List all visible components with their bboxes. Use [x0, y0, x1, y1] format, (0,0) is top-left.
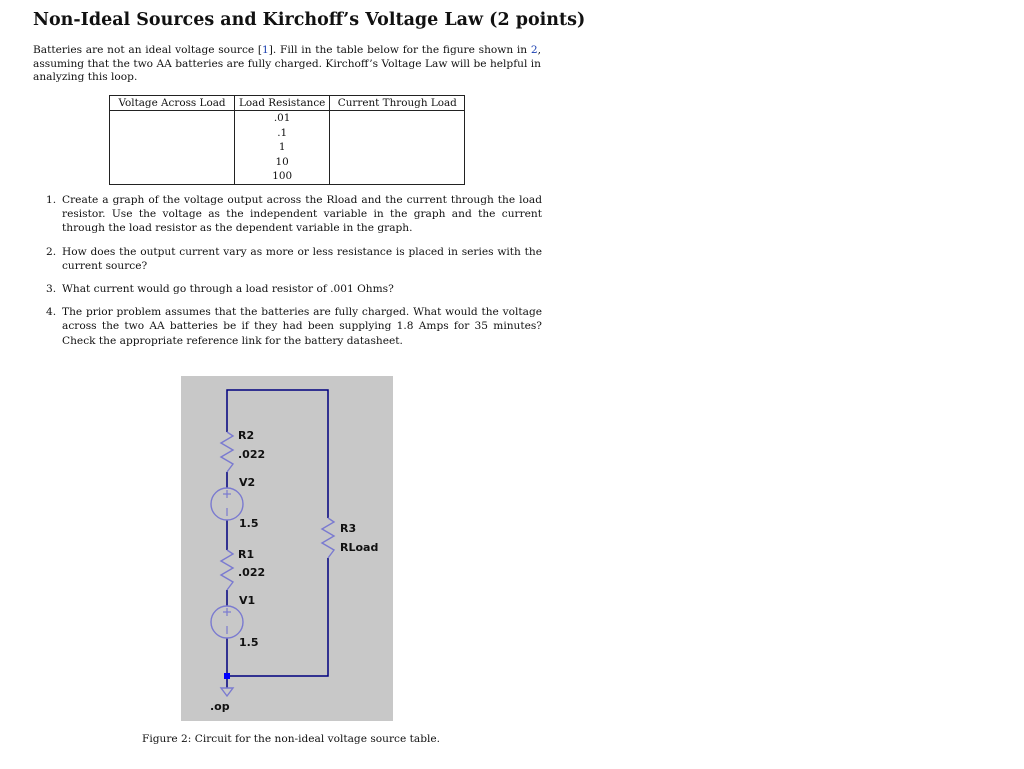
intro-text-1: Batteries are not an ideal voltage source [ — [33, 44, 263, 56]
question-list — [46, 193, 542, 357]
r1-label: R1 — [238, 548, 255, 561]
intro-paragraph — [33, 44, 541, 85]
r2-label: R2 — [238, 429, 255, 442]
table-row — [110, 111, 465, 185]
question-number: 4. — [46, 306, 57, 319]
node-dot — [224, 673, 230, 679]
circuit-components — [211, 432, 334, 696]
v1-label: V1 — [239, 594, 256, 607]
resistance-value: .01 — [273, 112, 291, 124]
resistance-value: 100 — [272, 170, 293, 182]
question-number: 2. — [46, 245, 57, 258]
current-cell — [330, 111, 465, 185]
r3-resistor-symbol — [322, 518, 334, 558]
v2-label: V2 — [239, 476, 256, 489]
figure-link-2[interactable]: 2 — [530, 44, 538, 56]
list-item — [46, 305, 542, 348]
v1-value: 1.5 — [239, 636, 259, 649]
question-number: 3. — [46, 283, 57, 296]
resistance-value: .1 — [277, 126, 288, 139]
polarity-marks — [223, 490, 231, 634]
r1-value: .022 — [238, 566, 266, 579]
r2-resistor-symbol — [221, 432, 233, 472]
load-table — [109, 95, 465, 185]
intro-text-2: ]. Fill in the table below for the figure shown in — [268, 44, 531, 56]
r1-resistor-symbol — [221, 550, 233, 590]
table-header-row — [110, 96, 465, 111]
voltage-cell — [110, 111, 235, 185]
list-item — [46, 193, 542, 236]
header-load-resistance: Load Resistance — [235, 96, 330, 111]
v2-value: 1.5 — [239, 517, 259, 530]
ground-symbol — [221, 688, 233, 696]
question-number: 1. — [46, 194, 57, 206]
question-text: The prior problem assumes that the batteries are fully charged. What would the voltage across the two AA batteries be if they had been supplying 1.8 Amps for 35 minutes? Check the appropriate reference link for the battery datasheet. — [62, 306, 542, 347]
question-text: What current would go through a load resistor of .001 Ohms? — [62, 283, 394, 296]
ground-label: .op — [210, 700, 230, 713]
header-current-through-load: Current Through Load — [330, 96, 465, 111]
citation-link-1[interactable]: 1 — [262, 44, 269, 56]
list-item — [46, 245, 542, 273]
r3-label: R3 — [340, 522, 357, 535]
question-text: Create a graph of the voltage output across the Rload and the current through the load resistor. Use the voltage as the independent variable in the graph and the current through the load resistor as the dependent variable in the graph. — [62, 194, 542, 235]
resistance-cell — [235, 111, 330, 185]
r3-value: RLoad — [340, 541, 379, 554]
question-text: How does the output current vary as more or less resistance is placed in series with the current source? — [62, 245, 542, 272]
resistance-value: 10 — [275, 155, 289, 168]
header-voltage-across-load: Voltage Across Load — [110, 96, 235, 111]
figure-caption: Figure 2: Circuit for the non-ideal voltage source table. — [142, 733, 441, 745]
section-heading: Non-Ideal Sources and Kirchoff’s Voltage Law (2 points) — [33, 10, 586, 30]
circuit-figure — [181, 376, 393, 721]
circuit-schematic — [181, 376, 393, 721]
r2-value: .022 — [238, 448, 266, 461]
resistance-value: 1 — [278, 141, 286, 153]
intro-text-3: , assuming that the two AA batteries are fully charged. Kirchoff’s Voltage Law will be helpful in analyzing this loop. — [33, 44, 541, 84]
list-item — [46, 282, 542, 296]
